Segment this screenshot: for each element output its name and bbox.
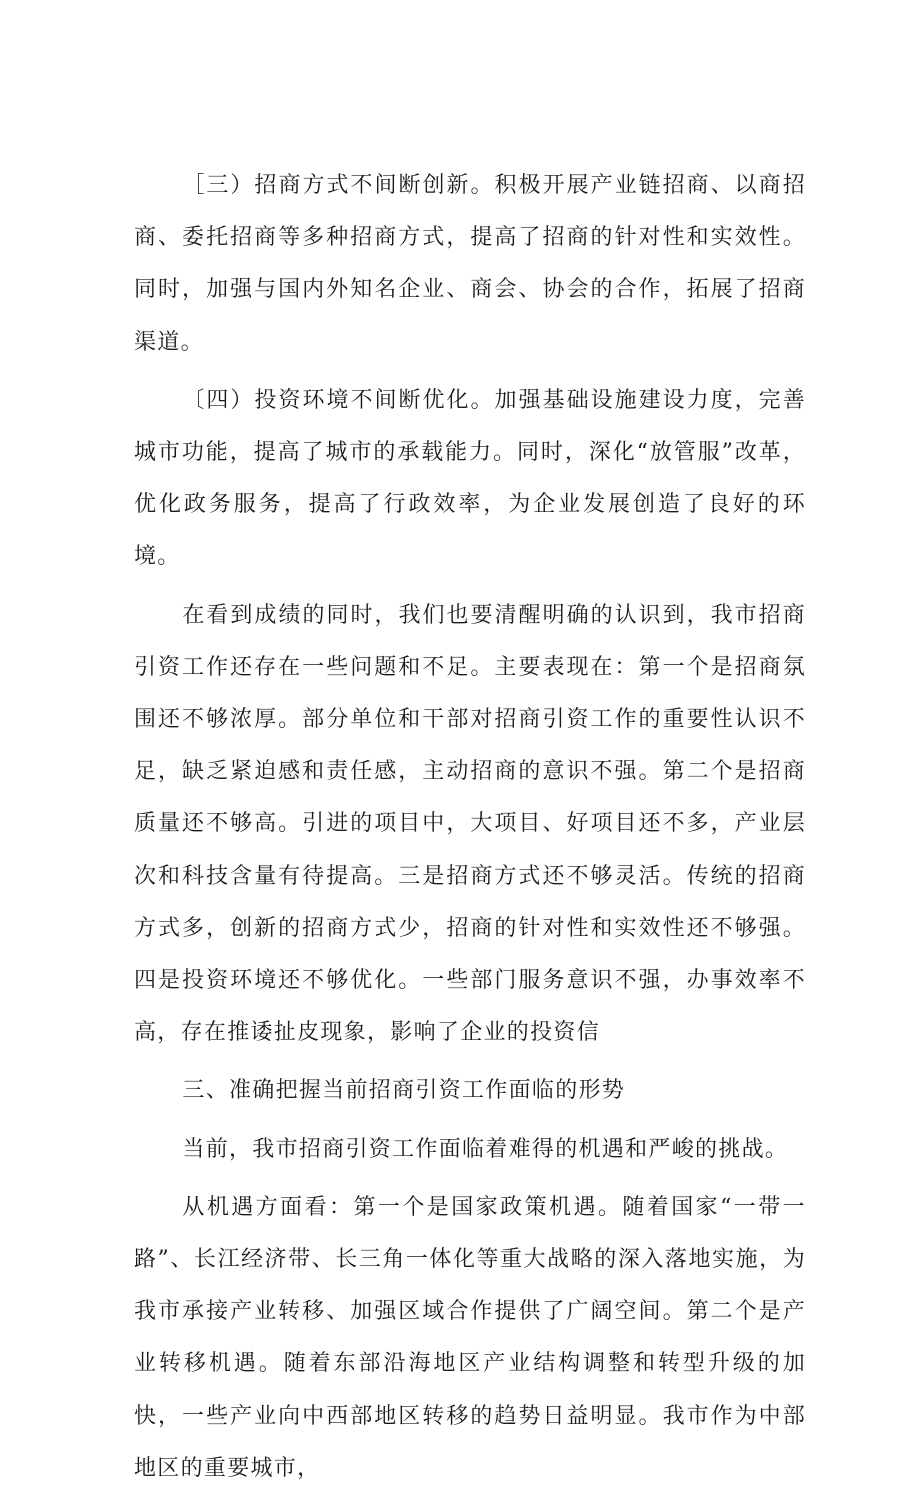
paragraph-investment-methods: ［三）招商方式不间断创新。积极开展产业链招商、以商招商、委托招商等多种招商方式，提高了招商的针对性和实效性。同时，加强与国内外知名企业、商会、协会的合作，拓展了招商渠道。 (134, 173, 806, 355)
paragraph-opportunities: 从机遇方面看：第一个是国家政策机遇。随着国家“一带一路”、长江经济带、长三角一体化等重大战略的深入落地实施，为我市承接产业转移、加强区域合作提供了广阔空间。第二个是产业转移机遇。随着东部沿海地区产业结构调整和转型升级的加快，一些产业向中西部地区转移的趋势日益明显。我市作为中部地区的重要城市， (134, 1194, 806, 1481)
document-body (134, 160, 806, 1501)
paragraph-investment-environment: 〔四）投资环境不间断优化。加强基础设施建设力度，完善城市功能，提高了城市的承载能力。同时，深化“放管服”改革，优化政务服务，提高了行政效率，为企业发展创造了良好的环境。 (134, 387, 806, 570)
section-heading: 三、准确把握当前招商引资工作面临的形势 (182, 1078, 626, 1104)
paragraph-problems: 在看到成绩的同时，我们也要清醒明确的认识到，我市招商引资工作还存在一些问题和不足。主要表现在：第一个是招商氛围还不够浓厚。部分单位和干部对招商引资工作的重要性认识不足，缺乏紧迫感和责任感，主动招商的意识不强。第二个是招商质量还不够高。引进的项目中，大项目、好项目还不多，产业层次和科技含量有待提高。三是招商方式还不够灵活。传统的招商方式多，创新的招商方式少，招商的针对性和实效性还不够强。四是投资环境还不够优化。一些部门服务意识不强，办事效率不高，存在推诿扯皮现象，影响了企业的投资信 (134, 602, 806, 1046)
paragraph-current-situation: 当前，我市招商引资工作面临着难得的机遇和严峻的挑战。 (182, 1136, 789, 1162)
